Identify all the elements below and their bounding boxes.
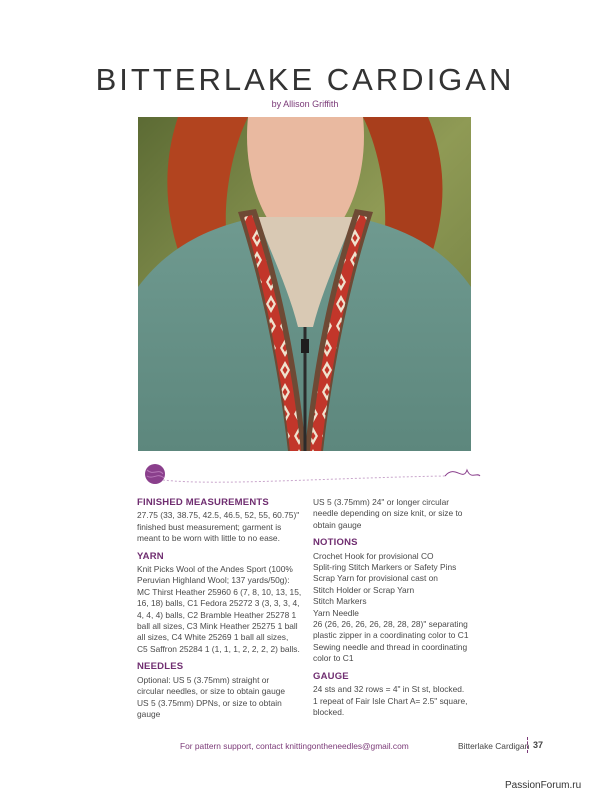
page-number: 37 — [533, 740, 544, 750]
neck — [247, 117, 364, 227]
text-line: Knit Picks Wool of the Andes Sport (100% — [137, 564, 293, 575]
footer-separator — [527, 737, 528, 753]
section-heading: NEEDLES — [137, 661, 184, 673]
text-line: Stitch Holder or Scrap Yarn — [313, 584, 415, 595]
text-line: gauge — [137, 708, 161, 719]
text-line: Sewing needle and thread in coordinating — [313, 641, 468, 652]
right-column — [313, 497, 483, 724]
text-line: 16, 18) balls, C1 Fedora 25272 3 (3, 3, 3, 4, — [137, 598, 300, 609]
text-line: US 5 (3.75mm) DPNs, or size to obtain — [137, 697, 282, 708]
section-heading: GAUGE — [313, 670, 349, 682]
section-yarn — [137, 551, 307, 656]
text-line: 24 sts and 32 rows = 4" in St st, blocked. — [313, 684, 465, 695]
text-line: MC Thirst Heather 25960 6 (7, 8, 10, 13, 15, — [137, 586, 302, 597]
text-line: Stitch Markers — [313, 596, 367, 607]
yarn-ball-icon — [145, 464, 165, 484]
yarn-divider — [125, 458, 490, 488]
section-gauge — [313, 671, 483, 719]
text-line: US 5 (3.75mm) 24" or longer circular — [313, 497, 450, 507]
section-needles-continued — [313, 497, 483, 531]
section-finished-measurements — [137, 497, 307, 545]
cardigan-photo — [138, 117, 471, 451]
text-line: Scrap Yarn for provisional cast on — [313, 573, 438, 584]
section-heading: FINISHED MEASUREMENTS — [137, 497, 269, 508]
watermark: PassionForum.ru — [505, 780, 582, 791]
pattern-support-link[interactable]: For pattern support, contact knittingontheneedles@gmail.com — [180, 741, 409, 751]
text-line: Crochet Hook for provisional CO — [313, 550, 434, 561]
text-line: 4, 4, 4) balls, C2 Bramble Heather 25278 1 — [137, 609, 297, 620]
text-line: meant to be worn with little to no ease. — [137, 533, 280, 544]
text-line: needle depending on size knit, or size to — [313, 508, 463, 519]
left-column — [137, 497, 307, 726]
text-line: circular needles, or size to obtain gauge — [137, 686, 286, 697]
text-line: 26 (26, 26, 26, 26, 28, 28, 28)" separating — [313, 619, 468, 630]
text-line: ball all sizes, C3 Mink Heather 25275 1 ball — [137, 621, 298, 632]
section-notions — [313, 537, 483, 664]
section-heading: NOTIONS — [313, 537, 358, 549]
text-line: Optional: US 5 (3.75mm) straight or — [137, 674, 270, 685]
text-line: finished bust measurement; garment is — [137, 521, 282, 532]
section-needles — [137, 661, 307, 720]
text-line: all sizes, C4 White 25269 1 ball all sizes, — [137, 632, 289, 643]
footer-pattern-name: Bitterlake Cardigan — [458, 741, 530, 751]
text-line: C5 Saffron 25284 1 (1, 1, 1, 2, 2, 2, 2) balls. — [137, 643, 300, 654]
text-line: obtain gauge — [313, 519, 362, 530]
text-line: blocked. — [313, 706, 345, 717]
text-line: color to C1 — [313, 653, 354, 664]
text-line: 1 repeat of Fair Isle Chart A= 2.5" square, — [313, 695, 468, 706]
text-line: 27.75 (33, 38.75, 42.5, 46.5, 52, 55, 60.75)" — [137, 510, 300, 521]
text-line: Split-ring Stitch Markers or Safety Pins — [313, 562, 457, 573]
text-line: Yarn Needle — [313, 607, 359, 618]
byline: by Allison Griffith — [271, 99, 339, 109]
section-heading: YARN — [137, 550, 164, 562]
text-line: plastic zipper in a coordinating color to C1 — [313, 630, 469, 641]
page-title: BITTERLAKE CARDIGAN — [95, 62, 515, 97]
text-line: Peruvian Highland Wool; 137 yards/50g): — [137, 575, 290, 586]
